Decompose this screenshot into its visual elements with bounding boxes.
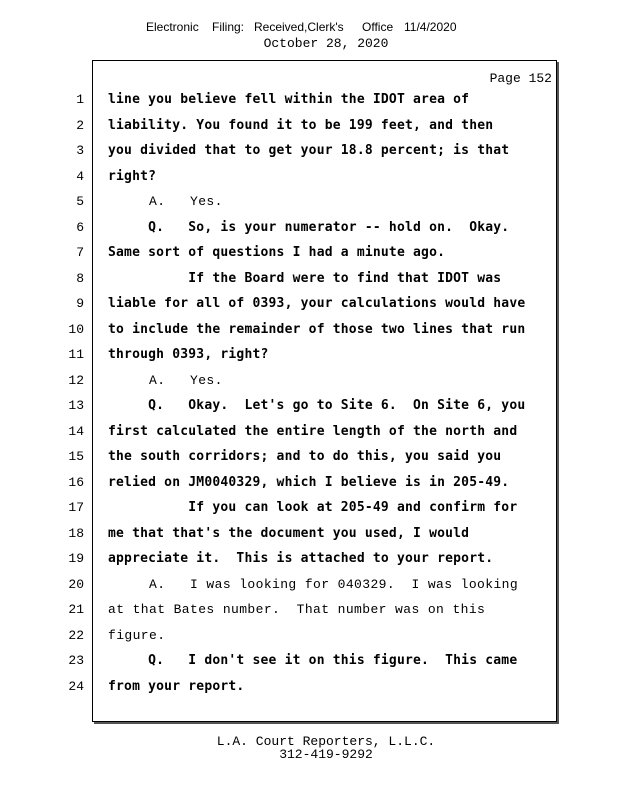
line-number: 5: [76, 194, 84, 209]
page-number: Page 152: [489, 71, 552, 86]
line-number: 16: [68, 474, 84, 490]
transcript-line: [0, 679, 618, 701]
footer-company: L.A. Court Reporters, L.L.C.: [216, 734, 436, 749]
line-number: 11: [68, 347, 84, 362]
transcript-line: [0, 602, 618, 624]
transcript-line: [0, 245, 618, 267]
transcript-line: [0, 475, 618, 497]
line-number: 17: [68, 500, 84, 515]
line-text: line you believe fell within the IDOT area of: [108, 92, 470, 107]
line-number: 6: [76, 219, 84, 235]
line-number: 12: [68, 372, 84, 388]
footer-phone: 312-419-9292: [279, 747, 373, 762]
line-text: If the Board were to find that IDOT was: [108, 270, 502, 286]
line-number: 19: [68, 551, 84, 566]
line-text: Q. I don't see it on this figure. This came: [108, 653, 518, 668]
line-text: you divided that to get your 18.8 percent; is that: [108, 143, 510, 158]
line-number: 3: [76, 143, 84, 158]
line-text: at that Bates number. That number was on this: [108, 602, 486, 617]
line-text: from your report.: [108, 678, 245, 694]
transcript-line: [0, 551, 618, 573]
line-text: the south corridors; and to do this, you said you: [108, 449, 502, 464]
line-text: through 0393, right?: [108, 347, 269, 362]
line-text: appreciate it. This is attached to your report.: [108, 551, 494, 566]
line-number: 22: [68, 627, 84, 643]
filing-office: Office: [362, 20, 394, 34]
line-text: liable for all of 0393, your calculations would have: [108, 296, 526, 311]
filing-date: 11/4/2020: [404, 20, 457, 34]
line-text: Q. So, is your numerator -- hold on. Okay.: [108, 219, 510, 235]
transcript-line: [0, 577, 618, 599]
line-text: to include the remainder of those two lines that run: [108, 321, 526, 337]
line-number: 13: [68, 398, 84, 413]
transcript-line: [0, 143, 618, 165]
line-number: 20: [68, 576, 84, 592]
line-number: 23: [68, 653, 84, 668]
transcript-line: [0, 271, 618, 293]
transcript-line: [0, 92, 618, 114]
line-text: relied on JM0040329, which I believe is in 205-49.: [108, 474, 510, 490]
deposition-date: October 28, 2020: [263, 36, 389, 51]
line-text: me that that's the document you used, I would: [108, 525, 470, 541]
transcript-line: [0, 194, 618, 216]
line-number: 24: [68, 678, 84, 694]
line-number: 10: [68, 321, 84, 337]
transcript-line: [0, 628, 618, 650]
transcript-line: [0, 220, 618, 242]
line-text: figure.: [108, 627, 166, 643]
line-number: 4: [76, 168, 84, 184]
transcript-line: [0, 526, 618, 548]
line-number: 7: [76, 245, 84, 260]
line-text: liability. You found it to be 199 feet, and then: [108, 117, 494, 133]
transcript-line: [0, 347, 618, 369]
line-number: 2: [76, 117, 84, 133]
transcript-line: [0, 296, 618, 318]
transcript-line: [0, 398, 618, 420]
transcript-line: [0, 653, 618, 675]
line-number: 14: [68, 423, 84, 439]
transcript-line: [0, 449, 618, 471]
transcript-line: [0, 500, 618, 522]
filing-received: Received,Clerk's: [254, 20, 344, 34]
transcript-line: [0, 118, 618, 140]
line-text: right?: [108, 168, 157, 184]
line-number: 18: [68, 525, 84, 541]
line-number: 1: [76, 92, 84, 107]
transcript-line: [0, 322, 618, 344]
line-number: 15: [68, 449, 84, 464]
transcript-line: [0, 169, 618, 191]
filing-electronic: Electronic: [146, 20, 199, 34]
line-text: A. I was looking for 040329. I was looking: [108, 576, 519, 592]
line-number: 8: [76, 270, 84, 286]
transcript-line: [0, 373, 618, 395]
line-number: 21: [68, 602, 84, 617]
line-text: Q. Okay. Let's go to Site 6. On Site 6, you: [108, 398, 526, 413]
line-text: A. Yes.: [108, 194, 223, 209]
line-text: A. Yes.: [108, 372, 223, 388]
filing-label: Filing:: [212, 20, 245, 34]
line-number: 9: [76, 296, 84, 311]
transcript-line: [0, 424, 618, 446]
line-text: If you can look at 205-49 and confirm for: [108, 500, 518, 515]
line-text: first calculated the entire length of the north and: [108, 423, 518, 439]
line-text: Same sort of questions I had a minute ago.: [108, 245, 446, 260]
